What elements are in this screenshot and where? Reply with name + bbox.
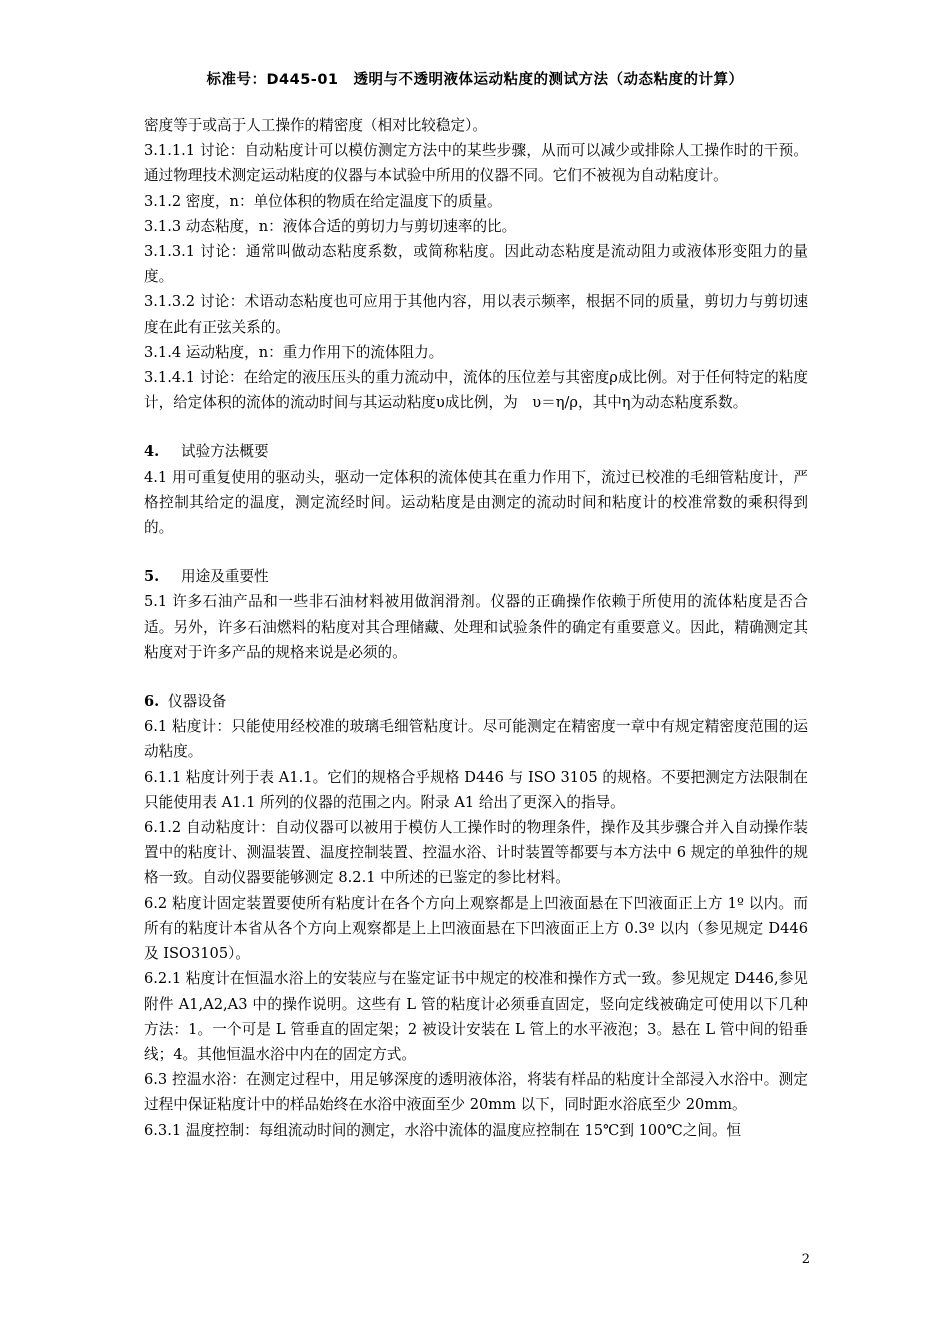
paragraph: 6.3.1 温度控制：每组流动时间的测定，水浴中流体的温度应控制在 15℃到 100℃之间。恒 xyxy=(144,1121,742,1139)
paragraph: 密度等于或高于人工操作的精密度（相对比较稳定）。 xyxy=(144,117,487,134)
section-number: 6. xyxy=(144,693,160,711)
paragraph: 3.1.3.1 讨论：通常叫做动态粘度系数，或简称粘度。因此动态粘度是流动阻力或液体形变阻力的量度。 xyxy=(144,243,808,286)
paragraph: 6.3 控温水浴：在测定过程中，用足够深度的透明液体浴，将装有样品的粘度计全部浸入水浴中。测定过程中保证粘度计中的样品始终在水浴中液面至少 20mm 以下，同时距水浴底至少 20mm。 xyxy=(144,1071,808,1114)
paragraph: 4.1 用可重复使用的驱动头，驱动一定体积的流体使其在重力作用下，流过已校准的毛细管粘度计，严格控制其给定的温度，测定流经时间。运动粘度是由测定的流动时间和粘度计的校准常数的乘积得到的。 xyxy=(144,468,808,537)
section-title: 仪器设备 xyxy=(168,693,227,711)
section-title: 用途及重要性 xyxy=(181,568,269,586)
page-header: 标准号：D445-01 透明与不透明液体运动粘度的测试方法（动态粘度的计算） xyxy=(206,72,744,88)
page-number: 2 xyxy=(801,1252,810,1267)
paragraph: 6.1 粘度计：只能使用经校准的玻璃毛细管粘度计。尽可能测定在精密度一章中有规定精密度范围的运动粘度。 xyxy=(144,718,808,761)
paragraph: 6.1.2 自动粘度计：自动仪器可以被用于模仿人工操作时的物理条件，操作及其步骤合并入自动操作装置中的粘度计、测温装置、温度控制装置、控温水浴、计时装置等都要与本方法中 6 规定的单独件的规格一致。自动仪器要能够测定 8.2.1 中所述的已鉴定的参比材料。 xyxy=(144,819,808,887)
document-body xyxy=(144,113,808,1143)
section-number: 5. xyxy=(144,568,160,586)
paragraph: 3.1.1.1 讨论：自动粘度计可以模仿测定方法中的某些步骤，从而可以减少或排除人工操作时的干预。通过物理技术测定运动粘度的仪器与本试验中所用的仪器不同。它们不被视为自动粘度计。 xyxy=(144,142,808,185)
section-heading-4 xyxy=(144,439,808,464)
paragraph: 3.1.4 运动粘度，n：重力作用下的流体阻力。 xyxy=(144,343,444,361)
paragraph: 3.1.3 动态粘度，n：液体合适的剪切力与剪切速率的比。 xyxy=(144,217,517,235)
paragraph: 6.2.1 粘度计在恒温水浴上的安装应与在鉴定证书中规定的校准和操作方式一致。参见规定 D446,参见附件 A1,A2,A3 中的操作说明。这些有 L 管的粘度计必须垂直固定，竖向定线被确定可使用以下几种方法：1。一个可是 L 管垂直的固定架；2 被设计安装在 L 管上的水平液泡；3。悬在 L 管中间的铅垂线；4。其他恒温水浴中内在的固定方式。 xyxy=(144,970,808,1063)
section-heading-6 xyxy=(144,689,808,714)
paragraph: 5.1 许多石油产品和一些非石油材料被用做润滑剂。仪器的正确操作依赖于所使用的流体粘度是否合适。另外，许多石油燃料的粘度对其合理储藏、处理和试验条件的确定有重要意义。因此，精确测定其粘度对于许多产品的规格来说是必须的。 xyxy=(144,593,808,661)
section-heading-5 xyxy=(144,564,808,589)
paragraph: 3.1.3.2 讨论：术语动态粘度也可应用于其他内容，用以表示频率，根据不同的质量，剪切力与剪切速度在此有正弦关系的。 xyxy=(144,293,808,336)
paragraph: 3.1.2 密度，n：单位体积的物质在给定温度下的质量。 xyxy=(144,192,502,210)
paragraph: 6.2 粘度计固定装置要使所有粘度计在各个方向上观察都是上凹液面悬在下凹液面正上方 1º 以内。而所有的粘度计本省从各个方向上观察都是上上凹液面悬在下凹液面正上方 0.3º 以内（参见规定 D446 及 ISO3105）。 xyxy=(144,894,808,963)
section-title: 试验方法概要 xyxy=(181,443,269,461)
paragraph: 6.1.1 粘度计列于表 A1.1。它们的规格合乎规格 D446 与 ISO 3105 的规格。不要把测定方法限制在只能使用表 A1.1 所列的仪器的范围之内。附录 A1 给出了更深入的指导。 xyxy=(144,768,808,811)
section-number: 4. xyxy=(144,443,160,461)
paragraph: 3.1.4.1 讨论：在给定的液压压头的重力流动中，流体的压位差与其密度ρ成比例。对于任何特定的粘度计，给定体积的流体的流动时间与其运动粘度υ成比例，为 υ＝η/ρ，其中η为动态粘度系数。 xyxy=(144,369,808,412)
